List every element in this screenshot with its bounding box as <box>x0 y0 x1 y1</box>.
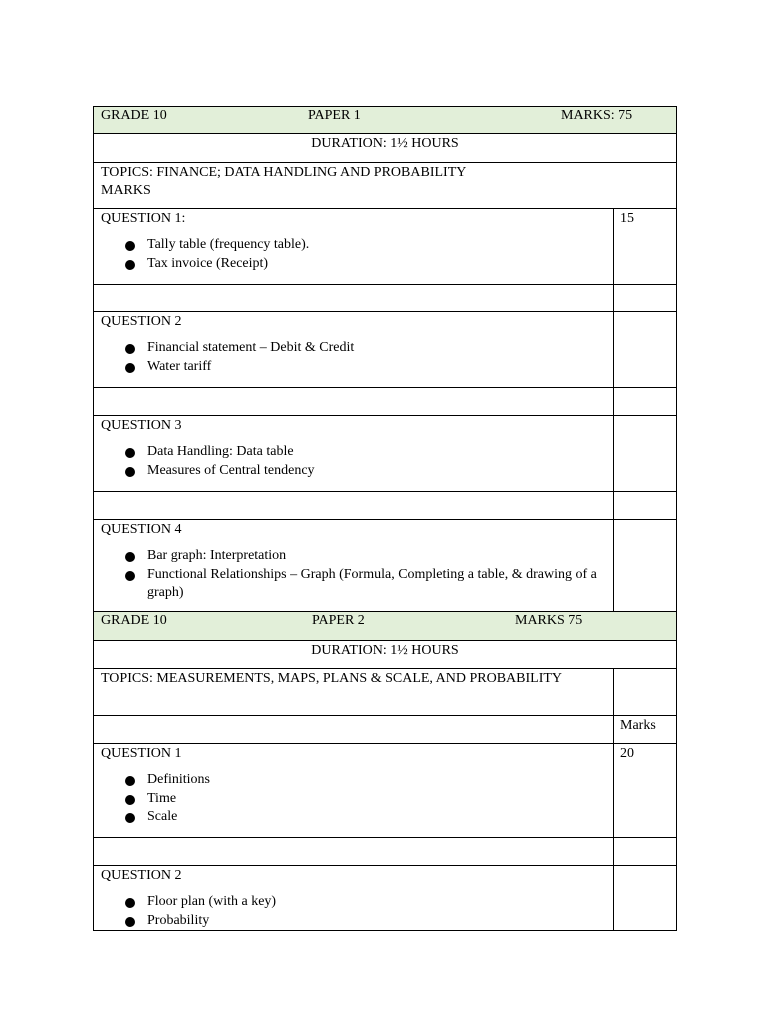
spacer-row <box>94 492 676 520</box>
paper1-marks: MARKS: 75 <box>561 108 633 123</box>
bullet-icon <box>125 813 135 823</box>
marks-column-label: Marks <box>620 718 656 733</box>
list-item: Data Handling: Data table <box>101 443 606 462</box>
paper2-paper-label: PAPER 2 <box>312 613 365 628</box>
paper2-question-row <box>94 744 676 838</box>
paper1-topics: TOPICS: FINANCE; DATA HANDLING AND PROBABILITY <box>101 165 467 180</box>
paper2-marks-label-row <box>94 716 676 744</box>
question-marks <box>614 866 676 930</box>
list-item: Tax invoice (Receipt) <box>101 255 606 274</box>
spacer-row <box>94 838 676 866</box>
spacer-row <box>94 285 676 312</box>
list-item: Tally table (frequency table). <box>101 236 606 255</box>
bullet-icon <box>125 795 135 805</box>
question-marks: 20 <box>620 746 634 761</box>
paper1-duration: DURATION: 1½ HOURS <box>311 136 459 151</box>
question-title: QUESTION 2 <box>101 868 182 883</box>
list-item: Water tariff <box>101 358 606 377</box>
bullet-icon <box>125 363 135 373</box>
paper1-question-row <box>94 520 676 612</box>
list-item: Time <box>101 790 606 809</box>
bullet-icon <box>125 776 135 786</box>
bullet-icon <box>125 467 135 477</box>
paper1-topics-marks: MARKS <box>101 183 151 198</box>
bullet-list <box>101 771 606 827</box>
question-marks <box>614 416 676 491</box>
bullet-icon <box>125 552 135 562</box>
list-item: Scale <box>101 808 606 827</box>
list-item: Measures of Central tendency <box>101 462 606 481</box>
bullet-list <box>101 547 606 603</box>
bullet-list <box>101 893 606 930</box>
bullet-list <box>101 236 606 273</box>
question-marks: 15 <box>620 211 634 226</box>
paper2-topics-row <box>94 669 676 716</box>
question-title: QUESTION 1 <box>101 746 182 761</box>
question-marks <box>614 312 676 387</box>
question-marks <box>614 520 676 611</box>
question-title: QUESTION 3 <box>101 418 182 433</box>
paper1-question-row <box>94 312 676 388</box>
bullet-list <box>101 339 606 376</box>
bullet-icon <box>125 241 135 251</box>
list-item: Financial statement – Debit & Credit <box>101 339 606 358</box>
exam-outline-table <box>93 106 677 931</box>
bullet-icon <box>125 917 135 927</box>
list-item: Floor plan (with a key) <box>101 893 606 912</box>
paper1-duration-row <box>94 134 676 163</box>
paper1-paper-label: PAPER 1 <box>308 108 361 123</box>
bullet-icon <box>125 260 135 270</box>
paper2-header-row <box>94 612 676 641</box>
paper2-marks: MARKS 75 <box>515 613 583 628</box>
paper2-duration: DURATION: 1½ HOURS <box>311 643 459 658</box>
spacer-row <box>94 388 676 416</box>
question-title: QUESTION 4 <box>101 522 182 537</box>
bullet-icon <box>125 898 135 908</box>
paper2-duration-row <box>94 641 676 669</box>
bullet-icon <box>125 571 135 581</box>
list-item: Bar graph: Interpretation <box>101 547 606 566</box>
paper1-question-row <box>94 416 676 492</box>
paper1-grade: GRADE 10 <box>101 108 167 123</box>
list-item: Functional Relationships – Graph (Formula, Completing a table, & drawing of a graph) <box>101 566 606 603</box>
paper2-topics: TOPICS: MEASUREMENTS, MAPS, PLANS & SCALE, AND PROBABILITY <box>94 669 614 715</box>
paper1-header-row <box>94 107 676 134</box>
bullet-icon <box>125 344 135 354</box>
question-title: QUESTION 2 <box>101 314 182 329</box>
question-title: QUESTION 1: <box>101 211 186 226</box>
paper1-question-row <box>94 209 676 285</box>
paper1-topics-row <box>94 163 676 209</box>
bullet-icon <box>125 448 135 458</box>
bullet-list <box>101 443 606 480</box>
list-item: Definitions <box>101 771 606 790</box>
list-item: Probability <box>101 912 606 931</box>
paper2-grade: GRADE 10 <box>101 613 167 628</box>
paper2-question-row <box>94 866 676 931</box>
